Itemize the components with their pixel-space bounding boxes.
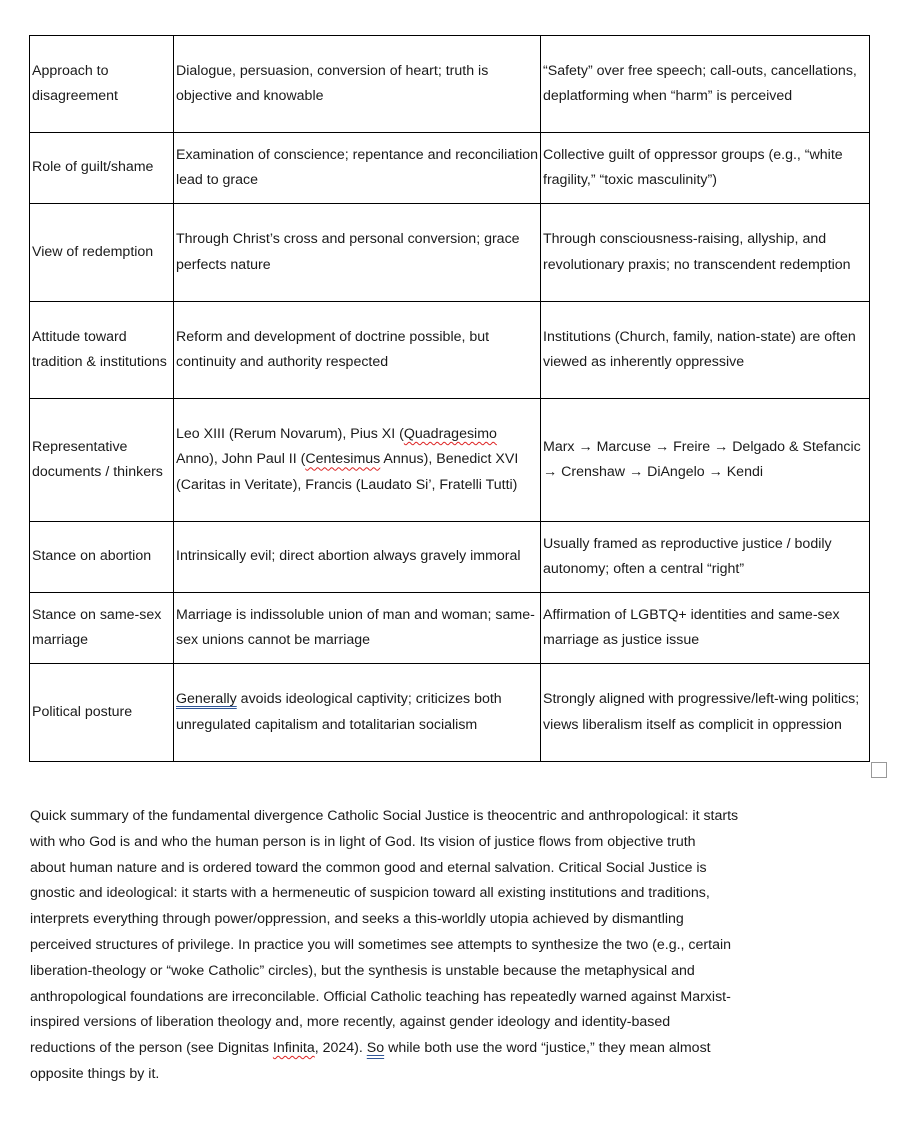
text-run: Quick summary of the fundamental divergence Catholic Social Justice is theocentric and anthropological: it starts	[30, 808, 739, 824]
paragraph-line	[30, 830, 880, 856]
critical-cell[interactable]: Affirmation of LGBTQ+ identities and same-sex marriage as justice issue	[541, 593, 870, 664]
text-run: liberation-theology or “woke Catholic” circles), but the synthesis is unstable because the metaphysical and	[30, 962, 695, 979]
critical-cell[interactable]: Institutions (Church, family, nation-state) are often viewed as inherently oppressive	[541, 302, 870, 399]
row-label[interactable]: View of redemption	[30, 204, 174, 302]
text-run: anthropological foundations are irreconcilable. Official Catholic teaching has repeatedly warned against Marxist-	[30, 988, 731, 1005]
critical-cell[interactable]: Usually framed as reproductive justice / bodily autonomy; often a central “right”	[541, 522, 870, 593]
row-label[interactable]: Attitude toward tradition & institutions	[30, 302, 174, 399]
text-run: reductions of the person (see Dignitas	[30, 1040, 273, 1057]
text-run: with who God is and who the human person is in light of God. Its vision of justice flows from objective truth	[30, 833, 696, 850]
critical-cell[interactable]: Through consciousness-raising, allyship, and revolutionary praxis; no transcendent redemption	[541, 204, 870, 302]
paragraph-line	[30, 804, 880, 830]
table-row	[30, 593, 870, 664]
spelling-flag[interactable]: Infinita	[272, 1040, 315, 1057]
table-row	[30, 522, 870, 593]
catholic-cell[interactable]: Intrinsically evil; direct abortion always gravely immoral	[174, 522, 541, 593]
critical-cell[interactable]: “Safety” over free speech; call-outs, cancellations, deplatforming when “harm” is perceived	[541, 36, 870, 133]
comparison-table	[29, 35, 870, 762]
table-row	[30, 399, 870, 522]
paragraph-line	[30, 1010, 880, 1036]
text-run: Leo XIII (Rerum Novarum), Pius XI (	[176, 425, 404, 442]
table-row	[30, 302, 870, 399]
catholic-cell[interactable]	[174, 399, 541, 522]
row-label[interactable]: Approach to disagreement	[30, 36, 174, 133]
catholic-cell[interactable]: Reform and development of doctrine possible, but continuity and authority respected	[174, 302, 541, 399]
table-resize-handle[interactable]	[871, 762, 887, 778]
spelling-flag[interactable]: Quadragesimo	[403, 425, 497, 442]
text-run: avoids ideological captivity; criticizes both unregulated capitalism and totalitarian socialism	[176, 691, 502, 733]
text-run: perceived structures of privilege. In practice you will sometimes see attempts to synthesize the two (e.g., certain	[30, 936, 732, 953]
text-run: opposite things by it.	[30, 1065, 160, 1082]
text-run: gnostic and ideological: it starts with a hermeneutic of suspicion toward all existing institutions and traditions,	[30, 885, 710, 902]
paragraph-line	[30, 881, 880, 907]
critical-cell[interactable]: Marx → Marcuse → Freire → Delgado & Stefancic → Crenshaw → DiAngelo → Kendi	[541, 399, 870, 522]
table-row	[30, 664, 870, 762]
paragraph-line	[30, 933, 880, 959]
table-row	[30, 204, 870, 302]
catholic-cell[interactable]: Dialogue, persuasion, conversion of heart; truth is objective and knowable	[174, 36, 541, 133]
text-run: about human nature and is ordered toward the common good and eternal salvation. Critical Social Justice is	[30, 859, 707, 876]
catholic-cell[interactable]: Through Christ’s cross and personal conversion; grace perfects nature	[174, 204, 541, 302]
catholic-cell[interactable]: Examination of conscience; repentance and reconciliation lead to grace	[174, 133, 541, 204]
paragraph-line	[30, 856, 880, 882]
table-row	[30, 36, 870, 133]
spelling-flag[interactable]: Centesimus	[305, 451, 381, 468]
row-label[interactable]: Representative documents / thinkers	[30, 399, 174, 522]
catholic-cell[interactable]: Marriage is indissoluble union of man and woman; same-sex unions cannot be marriage	[174, 593, 541, 664]
paragraph-line	[30, 907, 880, 933]
paragraph-line	[30, 985, 880, 1011]
text-run: while both use the word “justice,” they mean almost	[384, 1040, 711, 1057]
paragraph-line	[30, 1062, 880, 1088]
row-label[interactable]: Stance on same-sex marriage	[30, 593, 174, 664]
row-label[interactable]: Stance on abortion	[30, 522, 174, 593]
grammar-flag[interactable]: Generally	[176, 691, 237, 707]
row-label[interactable]: Role of guilt/shame	[30, 133, 174, 204]
text-run: Annus), Benedict XVI (Caritas in Veritate), Francis (Laudato Si’, Fratelli Tutti)	[176, 451, 519, 493]
summary-paragraph	[30, 804, 880, 1088]
row-label[interactable]: Political posture	[30, 664, 174, 762]
text-run: , 2024).	[314, 1040, 367, 1057]
catholic-cell[interactable]	[174, 664, 541, 762]
text-run: inspired versions of liberation theology and, more recently, against gender ideology and identity-based	[30, 1014, 671, 1031]
paragraph-line	[30, 1036, 880, 1062]
critical-cell[interactable]: Collective guilt of oppressor groups (e.g., “white fragility,” “toxic masculinity”)	[541, 133, 870, 204]
grammar-flag[interactable]: So	[366, 1040, 385, 1057]
text-run: Anno), John Paul II (	[176, 451, 306, 468]
text-run: interprets everything through power/oppression, and seeks a this-worldly utopia achieved by dismantling	[30, 911, 684, 928]
table-row	[30, 133, 870, 204]
paragraph-line	[30, 959, 880, 985]
critical-cell[interactable]: Strongly aligned with progressive/left-wing politics; views liberalism itself as complicit in oppression	[541, 664, 870, 762]
